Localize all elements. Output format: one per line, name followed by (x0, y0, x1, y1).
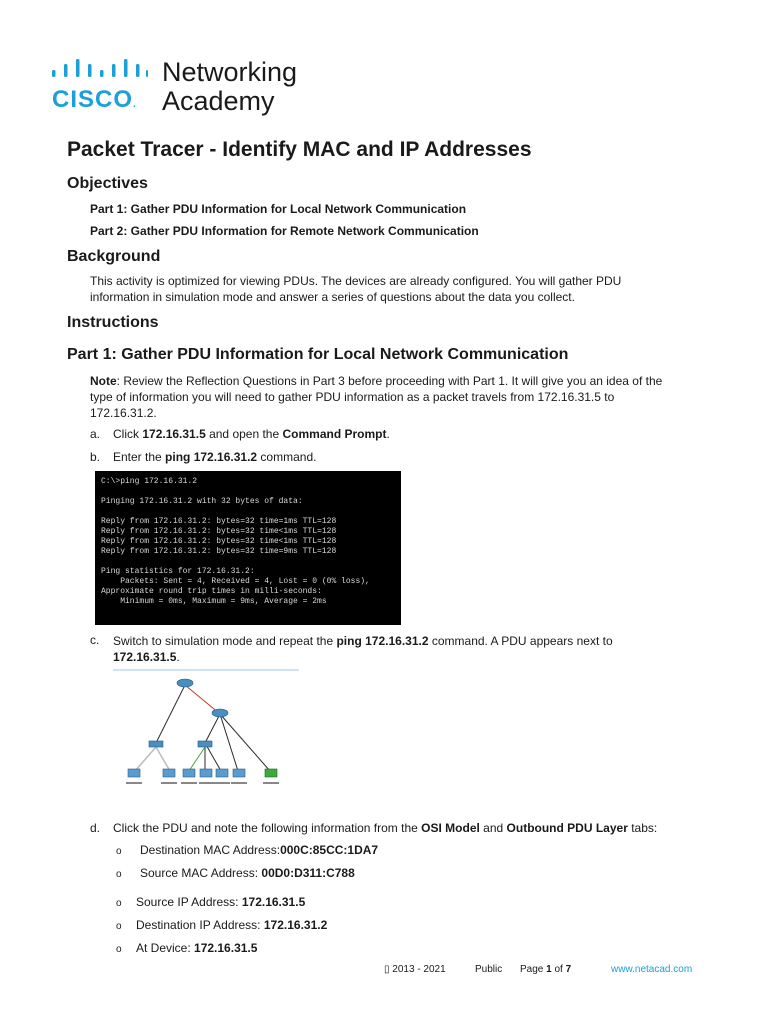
terminal-line (101, 487, 401, 497)
step-c-text: Switch to simulation mode and repeat the ping 172.16.31.2 command. A PDU appears next to 172.16.31.5. (113, 634, 613, 664)
objective-2: Part 2: Gather PDU Information for Remote Network Communication (90, 224, 479, 238)
bullet-icon: o (116, 898, 122, 909)
footer-copyright: ▯ 2013 - 2021 (384, 964, 446, 975)
terminal-line: C:\>ping 172.16.31.2 (101, 477, 198, 486)
terminal-line: Reply from 172.16.31.2: bytes=32 time<1ms TTL=128 (101, 527, 337, 536)
objective-1: Part 1: Gather PDU Information for Local Network Communication (90, 202, 467, 216)
logo-academy: Academy (162, 86, 275, 116)
background-text: This activity is optimized for viewing PDUs. The devices are already configured. You will gather PDU information in simulation mode and answer a series of questions about the data you collect. (90, 274, 622, 304)
terminal-line: Reply from 172.16.31.2: bytes=32 time<1ms TTL=128 (101, 537, 337, 546)
note-text: Note: Review the Reflection Questions in Part 3 before proceeding with Part 1. It will give you an idea of the type of information you will need to gather PDU information as a packet travels from 172.16.31.5 to 172.16.31.2. (90, 374, 663, 420)
step-b-text: Enter the ping 172.16.31.2 command. (113, 450, 317, 464)
terminal-line: Ping statistics for 172.16.31.2: (101, 567, 255, 576)
objectives-heading: Objectives (67, 175, 148, 192)
footer-url-link[interactable]: www.netacad.com (611, 964, 693, 975)
bullet-icon: o (116, 944, 122, 955)
footer-page-number: Page 1 of 7 (520, 964, 572, 975)
dest-ip-item: Destination IP Address: 172.16.31.2 (136, 918, 328, 932)
terminal-line (101, 557, 401, 567)
terminal-line: Reply from 172.16.31.2: bytes=32 time=9ms TTL=128 (101, 547, 337, 556)
bullet-icon: o (116, 921, 122, 932)
src-mac-item: Source MAC Address: 00D0:D311:C788 (140, 866, 355, 880)
step-d-label: d. (90, 821, 101, 835)
command-prompt-screenshot (95, 471, 401, 625)
network-topology-image (113, 669, 299, 801)
step-a-label: a. (90, 427, 101, 441)
cisco-wordmark: CISCO. (52, 86, 137, 113)
terminal-line (101, 507, 401, 517)
terminal-line: Pinging 172.16.31.2 with 32 bytes of data: (101, 497, 303, 506)
instructions-heading: Instructions (67, 314, 159, 331)
part1-heading: Part 1: Gather PDU Information for Local Network Communication (67, 346, 569, 363)
step-c-label: c. (90, 633, 100, 647)
background-heading: Background (67, 248, 161, 265)
bullet-icon: o (116, 846, 122, 857)
at-device-item: At Device: 172.16.31.5 (136, 941, 258, 955)
bullet-icon: o (116, 869, 122, 880)
terminal-line: Packets: Sent = 4, Received = 4, Lost = 0 (0% loss), (101, 577, 370, 586)
cisco-logo-bars-icon (52, 59, 148, 81)
terminal-line: Minimum = 0ms, Maximum = 9ms, Average = 2ms (101, 597, 327, 606)
footer-classification: Public (475, 964, 503, 975)
step-d-text: Click the PDU and note the following information from the OSI Model and Outbound PDU Layer tabs: (113, 821, 658, 835)
terminal-line: Reply from 172.16.31.2: bytes=32 time=1ms TTL=128 (101, 517, 337, 526)
dest-mac-item: Destination MAC Address:000C:85CC:1DA7 (140, 843, 379, 857)
logo-networking: Networking (162, 57, 298, 87)
terminal-line: Approximate round trip times in milli-seconds: (101, 587, 322, 596)
page-title: Packet Tracer - Identify MAC and IP Addresses (67, 138, 532, 161)
step-a-text: Click 172.16.31.5 and open the Command Prompt. (113, 427, 390, 441)
src-ip-item: Source IP Address: 172.16.31.5 (136, 895, 306, 909)
step-b-label: b. (90, 450, 101, 464)
